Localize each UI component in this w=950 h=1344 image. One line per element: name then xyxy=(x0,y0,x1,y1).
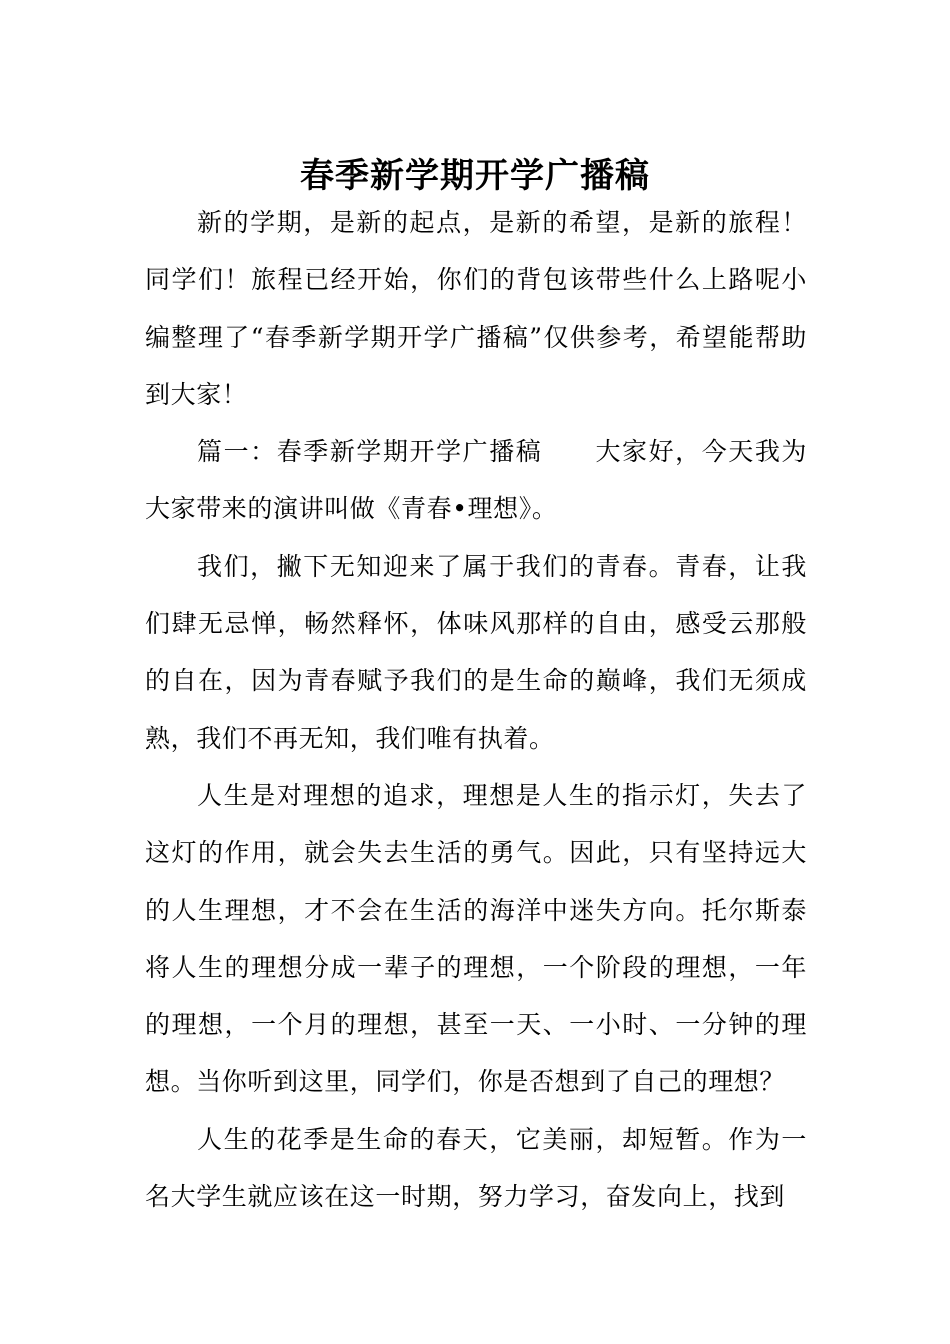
paragraph-ideal: 人生是对理想的追求，理想是人生的指示灯，失去了这灯的作用，就会失去生活的勇气。因此，只有坚持远大的人生理想，才不会在生活的海洋中迷失方向。托尔斯泰将人生的理想分成一辈子的理想，一个阶段的理想，一年的理想，一个月的理想，甚至一天、一小时、一分钟的理想。当你听到这里，同学们，你是否想到了自己的理想？ xyxy=(145,780,807,1097)
paragraph-flower-season: 人生的花季是生命的春天，它美丽，却短暂。作为一名大学生就应该在这一时期，努力学习，奋发向上，找到 xyxy=(145,1124,807,1212)
paragraph-youth: 我们，撇下无知迎来了属于我们的青春。青春，让我们肆无忌惮，畅然释怀，体味风那样的自由，感受云那般的自在，因为青春赋予我们的是生命的巅峰，我们无须成熟，我们不再无知，我们唯有执着。 xyxy=(145,551,807,753)
paragraph-speech-opening: 篇一：春季新学期开学广播稿 大家好，今天我为大家带来的演讲叫做《青春•理想》。 xyxy=(145,437,807,524)
document-body xyxy=(145,194,807,1225)
document-title: 春季新学期开学广播稿 xyxy=(300,155,650,196)
paragraph-intro: 新的学期，是新的起点，是新的希望，是新的旅程！同学们！旅程已经开始，你们的背包该带些什么上路呢小编整理了“春季新学期开学广播稿”仅供参考，希望能帮助到大家！ xyxy=(145,208,807,409)
